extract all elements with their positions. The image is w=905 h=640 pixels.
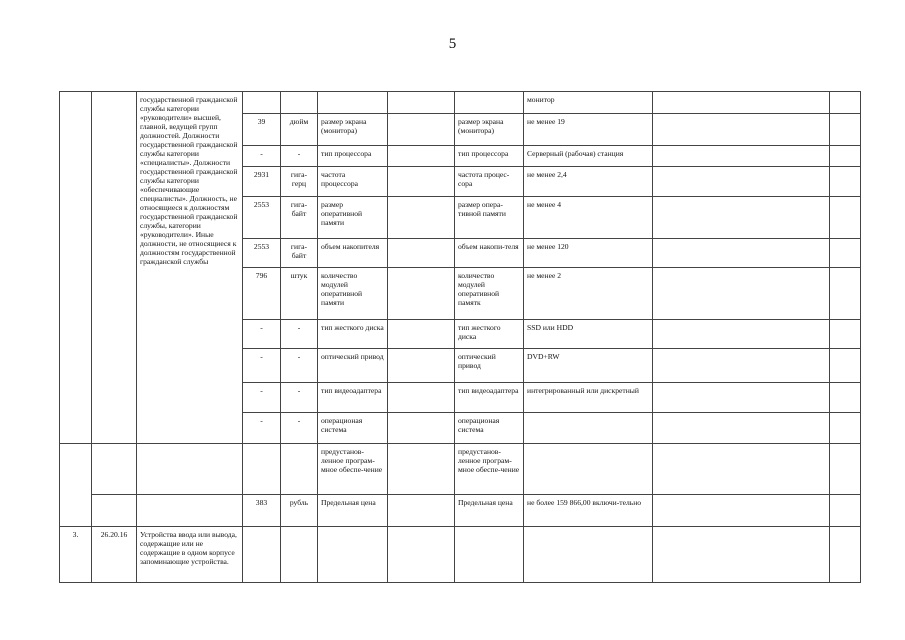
characteristics-table bbox=[59, 91, 861, 583]
table-row: - - тип видеоадаптера тип видеоадаптера интегрированный или дискретный bbox=[60, 383, 861, 413]
item-description: Устройства ввода или вывода, содержащие или не содержащие в одном корпусе запоминающие устройства. bbox=[137, 527, 243, 583]
table-row: - - тип жесткого диска тип жесткого диска SSD или HDD bbox=[60, 320, 861, 349]
table-row: - - тип процессора тип процессора Серверный (рабочая) станция bbox=[60, 146, 861, 167]
table-row: - - оптический привод оптический привод DVD+RW bbox=[60, 349, 861, 383]
table-row-price: 383 рубль Предельная цена Предельная цена не более 159 866,00 включи-тельно bbox=[60, 495, 861, 527]
okpd-code: 26.20.16 bbox=[92, 527, 137, 583]
table-row: 2931 гига-герц частота процессора частота процес-сора не менее 2,4 bbox=[60, 167, 861, 197]
table-row-item3 bbox=[60, 527, 861, 583]
table-row-software: предустанов-ленное програм-мное обеспе-чение предустанов-ленное програм-мное обеспе-чение bbox=[60, 444, 861, 495]
value-cell: монитор bbox=[524, 92, 653, 114]
table-row: 796 штук количество модулей оперативной памяти количество модулей оперативной памятк не менее 2 bbox=[60, 268, 861, 320]
table-row: 39 дюйм размер экрана (монитора) размер экрана (монитора) не менее 19 bbox=[60, 114, 861, 146]
table-row bbox=[60, 92, 861, 114]
table-row: 2553 гига-байт размер оперативной памяти размер опера-тивной памяти не менее 4 bbox=[60, 197, 861, 239]
table-row: - - операционая система операционая система bbox=[60, 413, 861, 444]
item-number: 3. bbox=[60, 527, 92, 583]
positions-cell: государственной гражданской службы категории «руководители» высшей, главной, ведущей групп должностей. Должности государственной гражданской службы категории «специалисты». Должности государственной гражданской службы категории «обеспечивающие специалисты». Должность, не относящиеся к должностям государственной гражданской службы, категории «руководители». Иные должности, не относящиеся к должностям государственной гражданской службы bbox=[137, 92, 243, 444]
page-number: 5 bbox=[448, 36, 457, 52]
table-row: 2553 гига-байт объем накопителя объем накопи-теля не менее 120 bbox=[60, 239, 861, 268]
